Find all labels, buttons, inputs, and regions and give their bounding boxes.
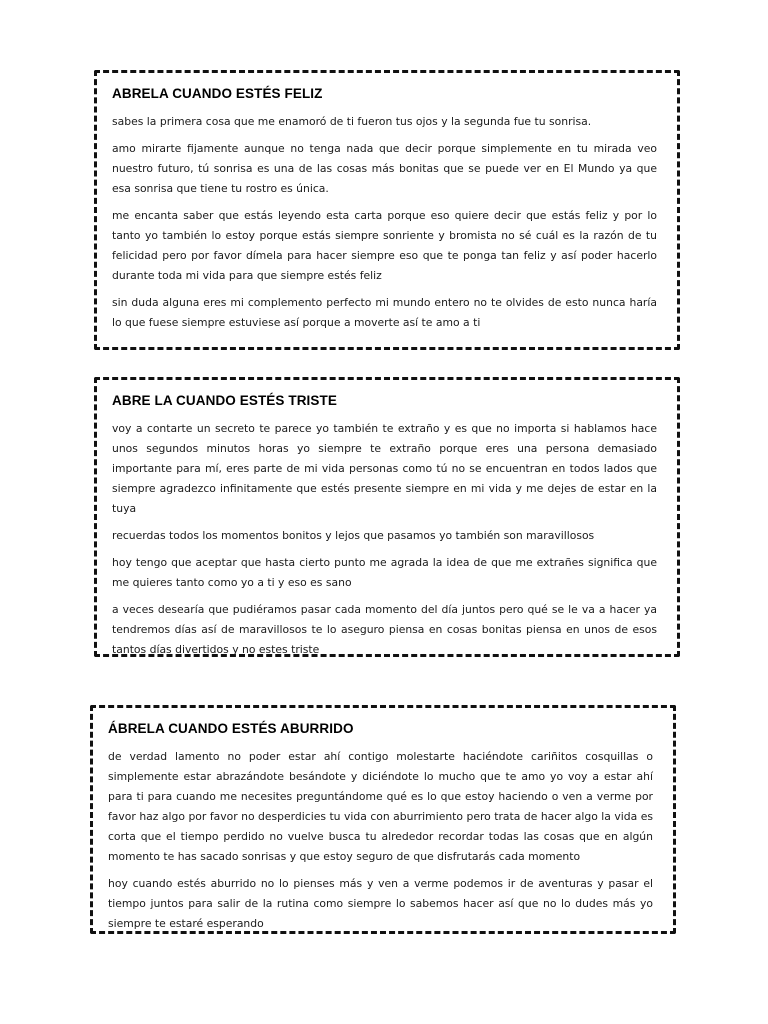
card-paragraph: recuerdas todos los momentos bonitos y lejos que pasamos yo también son maravillosos [112, 529, 595, 542]
card-title: ABRELA CUANDO ESTÉS FELIZ [112, 86, 323, 101]
letter-card-feliz [94, 70, 680, 350]
card-paragraph: hoy cuando estés aburrido no lo pienses más y ven a verme podemos ir de aventuras y pasar el tiempo juntos para salir de la rutina como siempre lo sabemos hacer así que no lo dudes más yo siempre te estaré esperando [108, 877, 653, 930]
card-paragraph: hoy tengo que aceptar que hasta cierto punto me agrada la idea de que me extrañes significa que me quieres tanto como yo a ti y eso es sano [112, 556, 657, 589]
card-paragraph: de verdad lamento no poder estar ahí contigo molestarte haciéndote cariñitos cosquillas o simplemente estar abrazándote besándote y diciéndote lo mucho que te amo yo voy a estar ahí para ti para cuando me necesites preguntándome qué es lo que estoy haciendo o ven a verme por favor haz algo por favor no desperdicies tu vida con aburrimiento pero trata de hacer algo la vida es corta que el tiempo perdido no vuelve busca tu alrededor recordar todas las cosas que en algún momento te has sacado sonrisas y que estoy seguro de que disfrutarás cada momento [108, 750, 653, 863]
letter-card-triste [94, 377, 680, 657]
card-title: ABRE LA CUANDO ESTÉS TRISTE [112, 393, 337, 408]
card-paragraph: sin duda alguna eres mi complemento perfecto mi mundo entero no te olvides de esto nunca haría lo que fuese siempre estuviese así porque a moverte así te amo a ti [112, 296, 657, 329]
card-paragraph: sabes la primera cosa que me enamoró de ti fueron tus ojos y la segunda fue tu sonrisa. [112, 115, 592, 128]
card-paragraph: me encanta saber que estás leyendo esta carta porque eso quiere decir que estás feliz y por lo tanto yo también lo estoy porque estás siempre sonriente y bromista no sé cuál es la razón de tu felicidad pero por favor dímela para hacer siempre eso que te ponga tan feliz y así poder hacerlo durante toda mi vida para que siempre estés feliz [112, 209, 657, 282]
card-paragraph: amo mirarte fijamente aunque no tenga nada que decir porque simplemente en tu mirada veo nuestro futuro, tú sonrisa es una de las cosas más bonitas que se puede ver en El Mundo ya que esa sonrisa que tiene tu rostro es única. [112, 142, 657, 195]
letter-card-aburrido [90, 705, 676, 934]
card-paragraph: voy a contarte un secreto te parece yo también te extraño y es que no importa si hablamos hace unos segundos minutos horas yo siempre te extraño porque eres una persona demasiado importante para mí, eres parte de mi vida personas como tú no se encuentran en todos lados que siempre agradezco infinitamente que estés presente siempre en mi vida y me dejes de estar en la tuya [112, 422, 657, 515]
card-paragraph: a veces desearía que pudiéramos pasar cada momento del día juntos pero qué se le va a hacer ya tendremos días así de maravillosos te lo aseguro piensa en cosas bonitas piensa en unos de esos tantos días divertidos y no estes triste [112, 603, 657, 656]
card-title: ÁBRELA CUANDO ESTÉS ABURRIDO [108, 721, 354, 736]
